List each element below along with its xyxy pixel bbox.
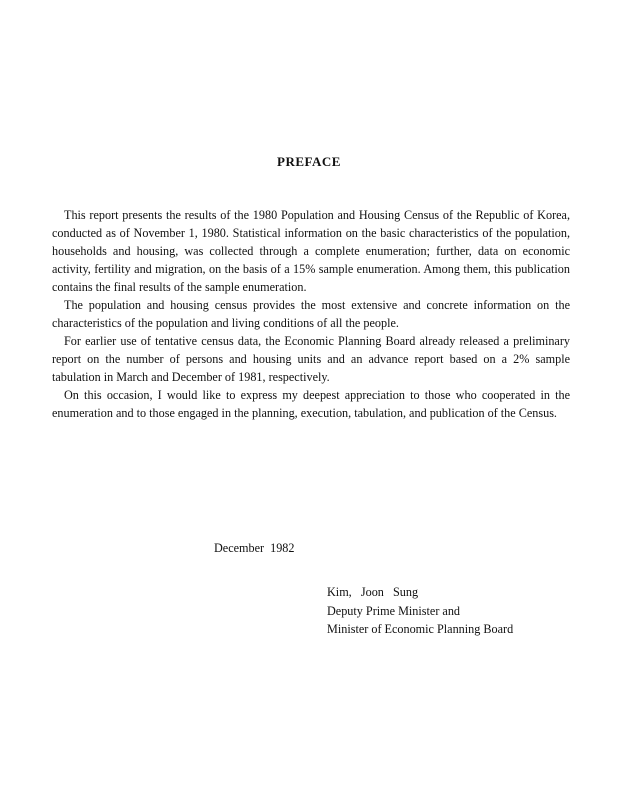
paragraph-2: The population and housing census provides the most extensive and concrete information on the characteristics of the population and living conditions of all the people. [52, 298, 570, 330]
page-title: PREFACE [277, 154, 341, 169]
paragraph-1: This report presents the results of the 1980 Population and Housing Census of the Republic of Korea, conducted as of November 1, 1980. Statistical information on the basic characteristics of the population, households and housing, was collected through a complete enumeration; further, data on economic activity, fertility and migration, on the basis of a 15% sample enumeration. Among them, this publication contains the final results of the sample enumeration. [52, 208, 570, 294]
signatory-title-line-2: Minister of Economic Planning Board [327, 622, 514, 636]
signature-block [327, 583, 513, 639]
signatory-name: Kim, Joon Sung [327, 585, 419, 599]
paragraph-4: On this occasion, I would like to express my deepest appreciation to those who cooperated in the enumeration and to those engaged in the planning, execution, tabulation, and publication of the Census. [52, 388, 570, 420]
paragraph-3: For earlier use of tentative census data, the Economic Planning Board already released a preliminary report on the number of persons and housing units and an advance report based on a 2% sample tabulation in March and December of 1981, respectively. [52, 334, 570, 384]
date-line: December 1982 [214, 541, 295, 555]
preface-body [52, 206, 570, 422]
signatory-title-line-1: Deputy Prime Minister and [327, 603, 461, 618]
